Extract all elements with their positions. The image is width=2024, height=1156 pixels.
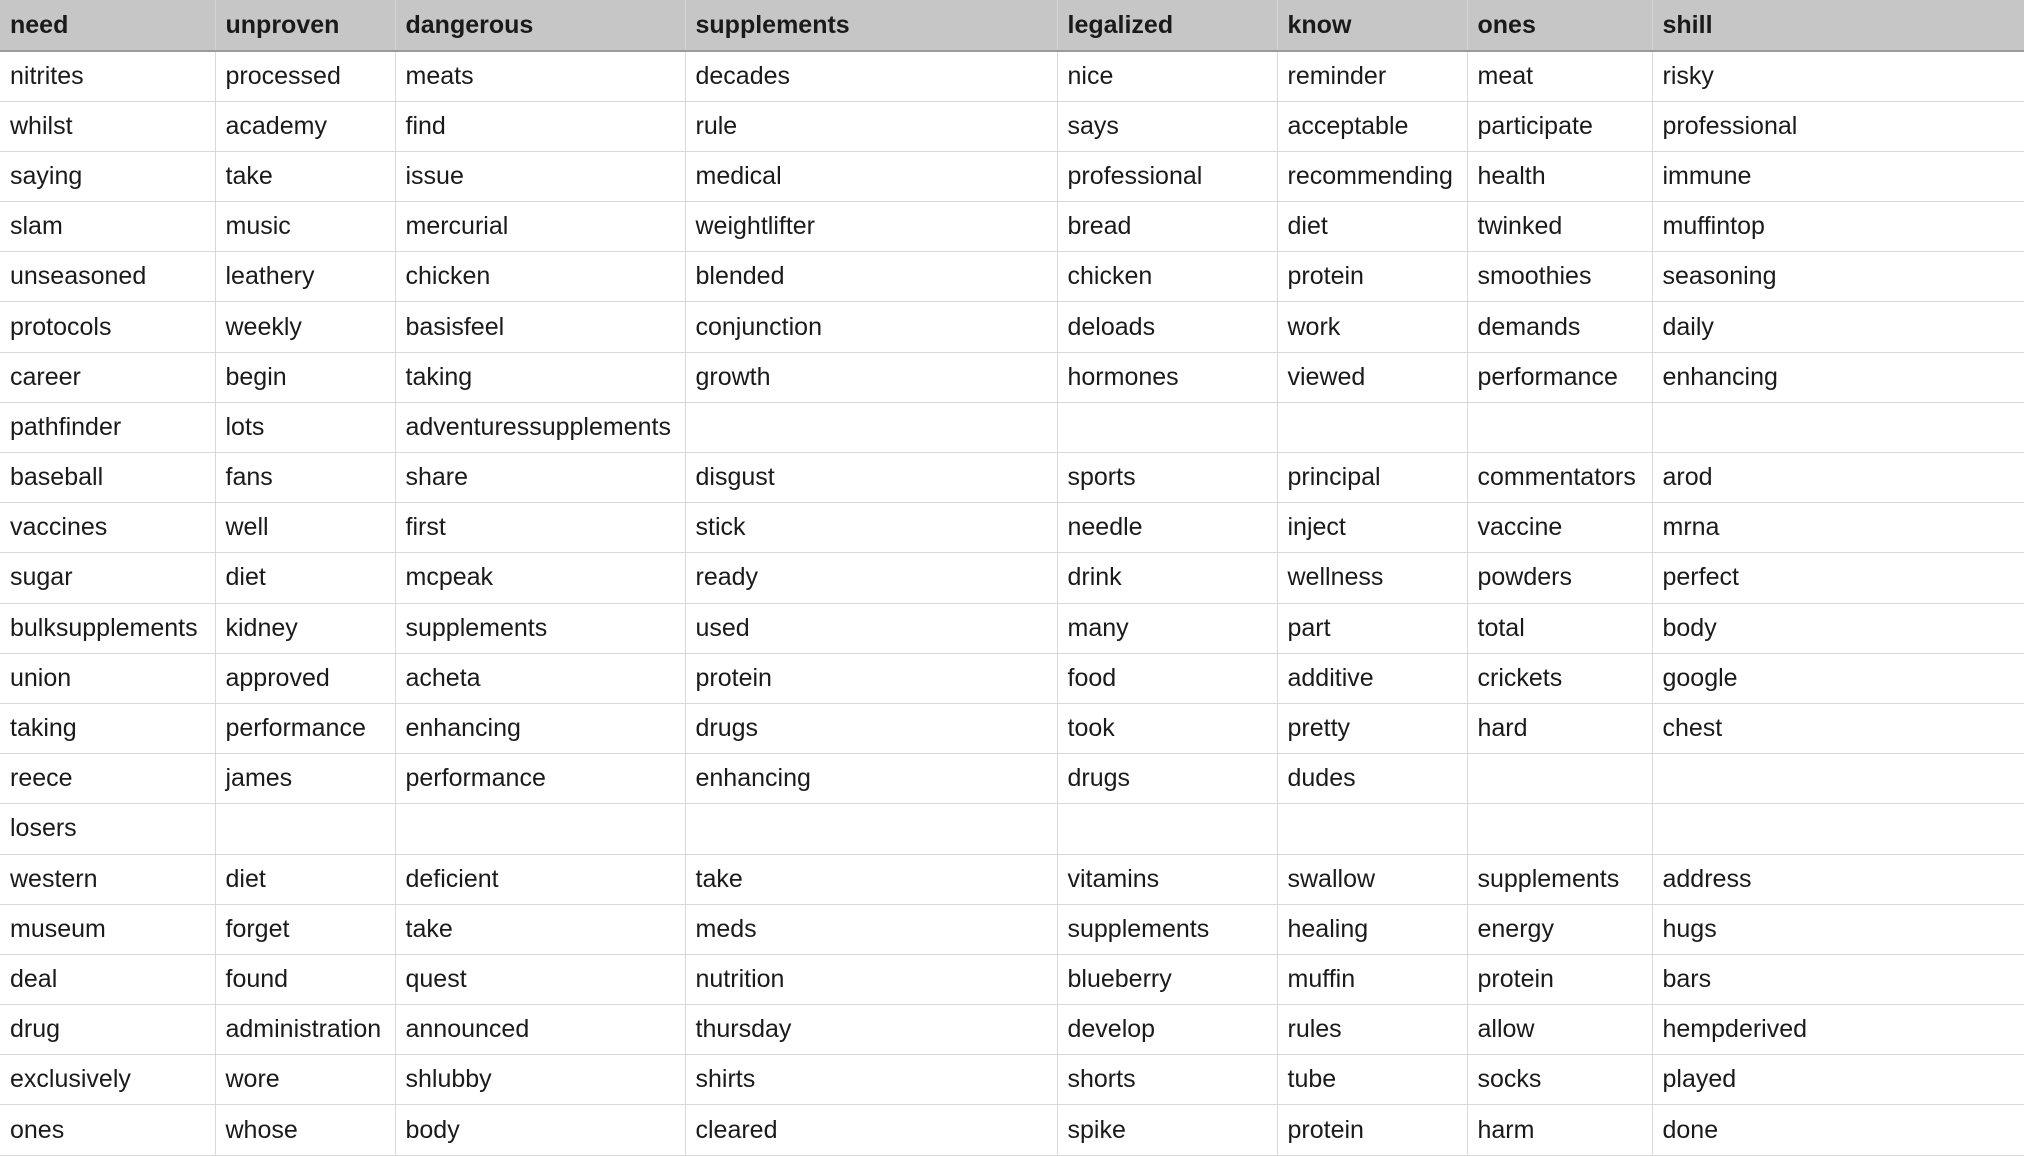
- column-header-7[interactable]: shill: [1652, 0, 2024, 51]
- table-cell[interactable]: unseasoned: [0, 252, 215, 302]
- table-cell[interactable]: shlubby: [395, 1055, 685, 1105]
- table-cell[interactable]: enhancing: [685, 754, 1057, 804]
- table-cell[interactable]: deal: [0, 954, 215, 1004]
- table-cell[interactable]: supplements: [1057, 904, 1277, 954]
- table-row: [0, 151, 2024, 201]
- table-cell[interactable]: principal: [1277, 453, 1467, 503]
- table-cell[interactable]: losers: [0, 804, 215, 854]
- table-cell[interactable]: take: [215, 151, 395, 201]
- table-cell[interactable]: find: [395, 101, 685, 151]
- table-cell[interactable]: mercurial: [395, 202, 685, 252]
- table-cell[interactable]: address: [1652, 854, 2024, 904]
- table-cell[interactable]: disgust: [685, 453, 1057, 503]
- table-cell[interactable]: stick: [685, 503, 1057, 553]
- table-cell[interactable]: protein: [1277, 252, 1467, 302]
- table-cell[interactable]: drink: [1057, 553, 1277, 603]
- table-row: [0, 1005, 2024, 1055]
- table-cell[interactable]: exclusively: [0, 1055, 215, 1105]
- table-cell[interactable]: harm: [1467, 1105, 1652, 1155]
- table-cell[interactable]: powders: [1467, 553, 1652, 603]
- table-cell[interactable]: nutrition: [685, 954, 1057, 1004]
- table-row: [0, 453, 2024, 503]
- table-cell[interactable]: google: [1652, 653, 2024, 703]
- table-cell[interactable]: meats: [395, 51, 685, 101]
- table-header: [0, 0, 2024, 51]
- table-cell[interactable]: [1277, 402, 1467, 452]
- table-cell[interactable]: [1652, 804, 2024, 854]
- column-header-5[interactable]: know: [1277, 0, 1467, 51]
- table-cell[interactable]: shirts: [685, 1055, 1057, 1105]
- table-row: [0, 854, 2024, 904]
- table-cell[interactable]: conjunction: [685, 302, 1057, 352]
- table-cell[interactable]: meds: [685, 904, 1057, 954]
- table-cell[interactable]: body: [395, 1105, 685, 1155]
- table-cell[interactable]: twinked: [1467, 202, 1652, 252]
- table-row: [0, 703, 2024, 753]
- table-cell[interactable]: hugs: [1652, 904, 2024, 954]
- table-cell[interactable]: whose: [215, 1105, 395, 1155]
- table-cell[interactable]: allow: [1467, 1005, 1652, 1055]
- table-cell[interactable]: mrna: [1652, 503, 2024, 553]
- table-cell[interactable]: performance: [1467, 352, 1652, 402]
- table-row: [0, 1105, 2024, 1155]
- table-cell[interactable]: diet: [215, 854, 395, 904]
- table-cell[interactable]: diet: [1277, 202, 1467, 252]
- table-cell[interactable]: chicken: [395, 252, 685, 302]
- table-cell[interactable]: administration: [215, 1005, 395, 1055]
- table-cell[interactable]: [1057, 804, 1277, 854]
- table-cell[interactable]: taking: [0, 703, 215, 753]
- table-cell[interactable]: thursday: [685, 1005, 1057, 1055]
- table-cell[interactable]: used: [685, 603, 1057, 653]
- table-cell[interactable]: [1652, 754, 2024, 804]
- table-cell[interactable]: western: [0, 854, 215, 904]
- table-cell[interactable]: socks: [1467, 1055, 1652, 1105]
- table-row: [0, 804, 2024, 854]
- table-cell[interactable]: [215, 804, 395, 854]
- table-cell[interactable]: work: [1277, 302, 1467, 352]
- table-cell[interactable]: protocols: [0, 302, 215, 352]
- table-cell[interactable]: found: [215, 954, 395, 1004]
- table-cell[interactable]: sugar: [0, 553, 215, 603]
- table-row: [0, 754, 2024, 804]
- table-cell[interactable]: acheta: [395, 653, 685, 703]
- table-row: [0, 653, 2024, 703]
- table-cell[interactable]: played: [1652, 1055, 2024, 1105]
- table-cell[interactable]: forget: [215, 904, 395, 954]
- table-cell[interactable]: share: [395, 453, 685, 503]
- table-cell[interactable]: hard: [1467, 703, 1652, 753]
- table-cell[interactable]: weightlifter: [685, 202, 1057, 252]
- table-cell[interactable]: many: [1057, 603, 1277, 653]
- column-header-3[interactable]: supplements: [685, 0, 1057, 51]
- table-cell[interactable]: risky: [1652, 51, 2024, 101]
- table-cell[interactable]: rules: [1277, 1005, 1467, 1055]
- table-cell[interactable]: decades: [685, 51, 1057, 101]
- table-cell[interactable]: performance: [395, 754, 685, 804]
- table-cell[interactable]: career: [0, 352, 215, 402]
- table-cell[interactable]: lots: [215, 402, 395, 452]
- table-cell[interactable]: [685, 804, 1057, 854]
- table-row: [0, 51, 2024, 101]
- table-cell[interactable]: energy: [1467, 904, 1652, 954]
- table-cell[interactable]: [685, 402, 1057, 452]
- table-cell[interactable]: ready: [685, 553, 1057, 603]
- table-cell[interactable]: drug: [0, 1005, 215, 1055]
- column-header-4[interactable]: legalized: [1057, 0, 1277, 51]
- table-cell[interactable]: immune: [1652, 151, 2024, 201]
- table-cell[interactable]: health: [1467, 151, 1652, 201]
- table-cell[interactable]: nice: [1057, 51, 1277, 101]
- table-body: [0, 51, 2024, 1155]
- table-cell[interactable]: deloads: [1057, 302, 1277, 352]
- table-cell[interactable]: recommending: [1277, 151, 1467, 201]
- table-cell[interactable]: part: [1277, 603, 1467, 653]
- table-cell[interactable]: processed: [215, 51, 395, 101]
- table-cell[interactable]: union: [0, 653, 215, 703]
- table-cell[interactable]: daily: [1652, 302, 2024, 352]
- table-cell[interactable]: took: [1057, 703, 1277, 753]
- table-cell[interactable]: swallow: [1277, 854, 1467, 904]
- table-cell[interactable]: seasoning: [1652, 252, 2024, 302]
- table-cell[interactable]: shorts: [1057, 1055, 1277, 1105]
- table-cell[interactable]: pathfinder: [0, 402, 215, 452]
- table-cell[interactable]: chicken: [1057, 252, 1277, 302]
- table-cell[interactable]: basisfeel: [395, 302, 685, 352]
- table-cell[interactable]: [1467, 402, 1652, 452]
- table-cell[interactable]: total: [1467, 603, 1652, 653]
- table-cell[interactable]: diet: [215, 553, 395, 603]
- table-cell[interactable]: muffintop: [1652, 202, 2024, 252]
- table-cell[interactable]: baseball: [0, 453, 215, 503]
- header-row: [0, 0, 2024, 51]
- table-cell[interactable]: bread: [1057, 202, 1277, 252]
- table-cell[interactable]: whilst: [0, 101, 215, 151]
- table-row: [0, 503, 2024, 553]
- table-cell[interactable]: healing: [1277, 904, 1467, 954]
- table-cell[interactable]: dudes: [1277, 754, 1467, 804]
- table-cell[interactable]: demands: [1467, 302, 1652, 352]
- table-cell[interactable]: supplements: [395, 603, 685, 653]
- table-cell[interactable]: bars: [1652, 954, 2024, 1004]
- table-cell[interactable]: slam: [0, 202, 215, 252]
- table-cell[interactable]: says: [1057, 101, 1277, 151]
- column-header-2[interactable]: dangerous: [395, 0, 685, 51]
- table-cell[interactable]: perfect: [1652, 553, 2024, 603]
- table-row: [0, 1055, 2024, 1105]
- table-row: [0, 603, 2024, 653]
- table-cell[interactable]: [1467, 754, 1652, 804]
- table-cell[interactable]: develop: [1057, 1005, 1277, 1055]
- table-cell[interactable]: acceptable: [1277, 101, 1467, 151]
- table-cell[interactable]: rule: [685, 101, 1057, 151]
- table-cell[interactable]: protein: [685, 653, 1057, 703]
- table-row: [0, 904, 2024, 954]
- table-cell[interactable]: nitrites: [0, 51, 215, 101]
- table-cell[interactable]: saying: [0, 151, 215, 201]
- table-cell[interactable]: kidney: [215, 603, 395, 653]
- table-cell[interactable]: museum: [0, 904, 215, 954]
- table-cell[interactable]: enhancing: [1652, 352, 2024, 402]
- table-cell[interactable]: tube: [1277, 1055, 1467, 1105]
- table-cell[interactable]: [1057, 402, 1277, 452]
- table-row: [0, 352, 2024, 402]
- table-cell[interactable]: issue: [395, 151, 685, 201]
- table-cell[interactable]: performance: [215, 703, 395, 753]
- table-cell[interactable]: growth: [685, 352, 1057, 402]
- table-cell[interactable]: weekly: [215, 302, 395, 352]
- table-cell[interactable]: crickets: [1467, 653, 1652, 703]
- table-cell[interactable]: spike: [1057, 1105, 1277, 1155]
- table-cell[interactable]: cleared: [685, 1105, 1057, 1155]
- table-cell[interactable]: quest: [395, 954, 685, 1004]
- table-row: [0, 954, 2024, 1004]
- table-cell[interactable]: viewed: [1277, 352, 1467, 402]
- table-cell[interactable]: supplements: [1467, 854, 1652, 904]
- table-cell[interactable]: announced: [395, 1005, 685, 1055]
- table-row: [0, 302, 2024, 352]
- table-cell[interactable]: drugs: [1057, 754, 1277, 804]
- table-cell[interactable]: reminder: [1277, 51, 1467, 101]
- table-cell[interactable]: first: [395, 503, 685, 553]
- table-cell[interactable]: bulksupplements: [0, 603, 215, 653]
- table-cell[interactable]: james: [215, 754, 395, 804]
- table-cell[interactable]: done: [1652, 1105, 2024, 1155]
- table-cell[interactable]: well: [215, 503, 395, 553]
- table-cell[interactable]: begin: [215, 352, 395, 402]
- table-cell[interactable]: needle: [1057, 503, 1277, 553]
- table-cell[interactable]: blueberry: [1057, 954, 1277, 1004]
- table-cell[interactable]: academy: [215, 101, 395, 151]
- table-row: [0, 101, 2024, 151]
- table-cell[interactable]: deficient: [395, 854, 685, 904]
- table-cell[interactable]: inject: [1277, 503, 1467, 553]
- table-cell[interactable]: vaccines: [0, 503, 215, 553]
- table-cell[interactable]: [1652, 402, 2024, 452]
- table-cell[interactable]: taking: [395, 352, 685, 402]
- table-cell[interactable]: take: [685, 854, 1057, 904]
- table-cell[interactable]: meat: [1467, 51, 1652, 101]
- table-cell[interactable]: protein: [1277, 1105, 1467, 1155]
- table-cell[interactable]: hormones: [1057, 352, 1277, 402]
- table-cell[interactable]: sports: [1057, 453, 1277, 503]
- table-cell[interactable]: food: [1057, 653, 1277, 703]
- table-cell[interactable]: take: [395, 904, 685, 954]
- table-cell[interactable]: muffin: [1277, 954, 1467, 1004]
- table-cell[interactable]: professional: [1057, 151, 1277, 201]
- table-cell[interactable]: smoothies: [1467, 252, 1652, 302]
- table-cell[interactable]: protein: [1467, 954, 1652, 1004]
- table-cell[interactable]: chest: [1652, 703, 2024, 753]
- table-cell[interactable]: reece: [0, 754, 215, 804]
- table-cell[interactable]: commentators: [1467, 453, 1652, 503]
- table-cell[interactable]: enhancing: [395, 703, 685, 753]
- table-row: [0, 402, 2024, 452]
- table-row: [0, 553, 2024, 603]
- table-cell[interactable]: mcpeak: [395, 553, 685, 603]
- table-cell[interactable]: [1467, 804, 1652, 854]
- table-cell[interactable]: adventuressupplements: [395, 402, 685, 452]
- table-cell[interactable]: pretty: [1277, 703, 1467, 753]
- table-cell[interactable]: fans: [215, 453, 395, 503]
- column-header-1[interactable]: unproven: [215, 0, 395, 51]
- table-cell[interactable]: vitamins: [1057, 854, 1277, 904]
- table-cell[interactable]: [395, 804, 685, 854]
- table-cell[interactable]: hempderived: [1652, 1005, 2024, 1055]
- table-cell[interactable]: leathery: [215, 252, 395, 302]
- table-cell[interactable]: arod: [1652, 453, 2024, 503]
- table-cell[interactable]: vaccine: [1467, 503, 1652, 553]
- table-cell[interactable]: drugs: [685, 703, 1057, 753]
- table-cell[interactable]: ones: [0, 1105, 215, 1155]
- table-cell[interactable]: additive: [1277, 653, 1467, 703]
- table-cell[interactable]: medical: [685, 151, 1057, 201]
- table-row: [0, 252, 2024, 302]
- table-cell[interactable]: approved: [215, 653, 395, 703]
- table-cell[interactable]: wellness: [1277, 553, 1467, 603]
- table-cell[interactable]: wore: [215, 1055, 395, 1105]
- table-cell[interactable]: music: [215, 202, 395, 252]
- table-cell[interactable]: [1277, 804, 1467, 854]
- table-row: [0, 202, 2024, 252]
- column-header-6[interactable]: ones: [1467, 0, 1652, 51]
- table-cell[interactable]: participate: [1467, 101, 1652, 151]
- table-cell[interactable]: blended: [685, 252, 1057, 302]
- table-cell[interactable]: professional: [1652, 101, 2024, 151]
- table-cell[interactable]: body: [1652, 603, 2024, 653]
- column-header-0[interactable]: need: [0, 0, 215, 51]
